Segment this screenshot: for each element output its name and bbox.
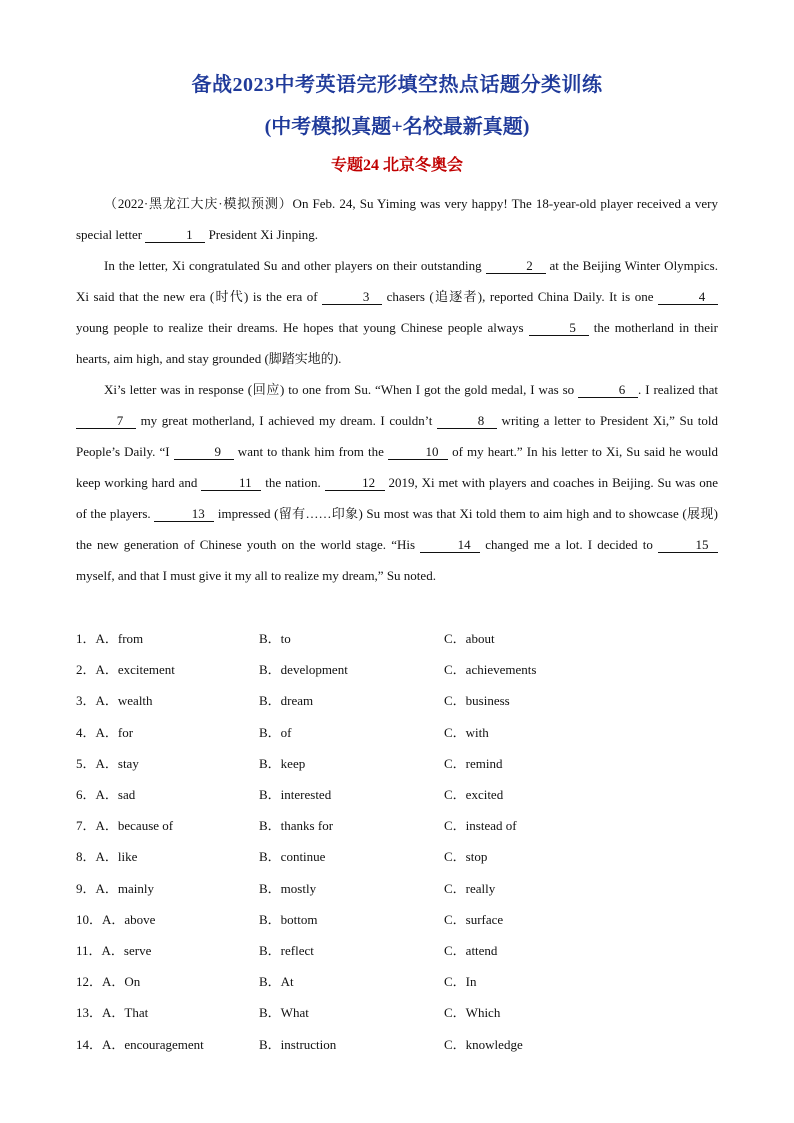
option-c: C．really	[444, 880, 496, 896]
option-c: C．In	[444, 974, 477, 990]
option-c: C．instead of	[444, 818, 517, 834]
blank-2: 2	[486, 258, 546, 274]
option-a: 7．A．because of	[76, 818, 174, 834]
option-b: B．reflect	[259, 942, 314, 958]
option-b: B．thanks for	[259, 818, 334, 834]
option-a: 12．A．On	[76, 974, 141, 990]
option-c: C．with	[444, 724, 489, 740]
document-subtitle: (中考模拟真题+名校最新真题)	[264, 116, 530, 138]
option-row-12	[76, 965, 718, 996]
option-row-4	[76, 716, 718, 747]
option-b: B．dream	[259, 693, 314, 709]
blank-5: 5	[529, 320, 589, 336]
blank-7: 7	[76, 413, 136, 429]
blank-1: 1	[145, 227, 205, 243]
blank-12: 12	[325, 475, 385, 491]
option-b: B．continue	[259, 849, 326, 865]
option-b: B．of	[259, 724, 292, 740]
option-row-5	[76, 747, 718, 778]
blank-14: 14	[420, 537, 480, 553]
option-a: 2．A．excitement	[76, 662, 175, 678]
option-a: 14．A．encouragement	[76, 1036, 204, 1052]
blank-10: 10	[388, 444, 448, 460]
option-row-14	[76, 1027, 718, 1058]
option-a: 8．A．like	[76, 849, 138, 865]
paragraph-2: In the letter, Xi congratulated Su and other players on their outstanding 2 at the Beijing Winter Olympics. Xi said that the new era (时代) is the era of 3 chasers (追逐者), reported China Daily. It is one 4 young people to realize their dreams. He hopes that young Chinese people always 5 the motherland in their hearts, aim high, and stay grounded (脚踏实地的).	[76, 258, 718, 366]
option-c: C．Which	[444, 1005, 501, 1021]
option-c: C．achievements	[444, 662, 537, 678]
option-row-1	[76, 622, 718, 653]
option-row-9	[76, 872, 718, 903]
option-b: B．keep	[259, 755, 306, 771]
option-c: C．remind	[444, 755, 503, 771]
blank-15: 15	[658, 537, 718, 553]
option-row-7	[76, 809, 718, 840]
option-row-2	[76, 653, 718, 684]
cloze-passage	[76, 188, 718, 591]
option-a: 5．A．stay	[76, 755, 139, 771]
option-c: C．about	[444, 631, 495, 647]
option-c: C．stop	[444, 849, 488, 865]
paragraph-1: （2022·黑龙江大庆·模拟预测）On Feb. 24, Su Yiming was very happy! The 18-year-old player received a very special letter 1 President Xi Jinping.	[76, 196, 718, 242]
option-a: 9．A．mainly	[76, 880, 154, 896]
paragraph-3: Xi’s letter was in response (回应) to one from Su. “When I got the gold medal, I was so 6 . I realized that 7 my great motherland, I achieved my dream. I couldn’t 8 writing a letter to President Xi,” Su told People’s Daily. “I 9 want to thank him from the 10 of my heart.” In his letter to Xi, Su said he would keep working hard and 11 the nation. 12 2019, Xi met with players and coaches in Beijing. Su was one of the players. 13 impressed (留有……印象) Su most was that Xi told them to aim high and to showcase (展现) the new generation of Chinese youth on the world stage. “His 14 changed me a lot. I decided to 15 myself, and that I must give it my all to realize my dream,” Su noted.	[76, 382, 718, 583]
blank-9: 9	[174, 444, 234, 460]
option-b: B．mostly	[259, 880, 317, 896]
blank-4: 4	[658, 289, 718, 305]
option-row-10	[76, 903, 718, 934]
option-c: C．surface	[444, 911, 504, 927]
option-a: 6．A．sad	[76, 787, 136, 803]
blank-8: 8	[437, 413, 497, 429]
option-c: C．excited	[444, 787, 504, 803]
option-c: C．business	[444, 693, 510, 709]
document-title: 备战2023中考英语完形填空热点话题分类训练	[191, 74, 603, 96]
option-a: 11．A．serve	[76, 942, 152, 958]
option-row-8	[76, 840, 718, 871]
option-b: B．bottom	[259, 911, 318, 927]
blank-3: 3	[322, 289, 382, 305]
option-row-3	[76, 684, 718, 715]
option-a: 1．A．from	[76, 631, 144, 647]
option-row-13	[76, 996, 718, 1027]
blank-13: 13	[154, 506, 214, 522]
option-a: 4．A．for	[76, 724, 134, 740]
option-b: B．instruction	[259, 1036, 337, 1052]
option-row-6	[76, 778, 718, 809]
option-a: 10．A．above	[76, 911, 156, 927]
option-a: 3．A．wealth	[76, 693, 153, 709]
option-b: B．to	[259, 631, 291, 647]
option-c: C．attend	[444, 942, 498, 958]
topic-heading: 专题24 北京冬奥会	[330, 157, 463, 174]
option-b: B．At	[259, 974, 294, 990]
answer-options	[76, 622, 718, 1059]
blank-6: 6	[578, 382, 638, 398]
option-b: B．development	[259, 662, 348, 678]
option-b: B．What	[259, 1005, 309, 1021]
option-row-11	[76, 934, 718, 965]
blank-11: 11	[201, 475, 261, 491]
option-c: C．knowledge	[444, 1036, 523, 1052]
option-b: B．interested	[259, 787, 332, 803]
option-a: 13．A．That	[76, 1005, 149, 1021]
